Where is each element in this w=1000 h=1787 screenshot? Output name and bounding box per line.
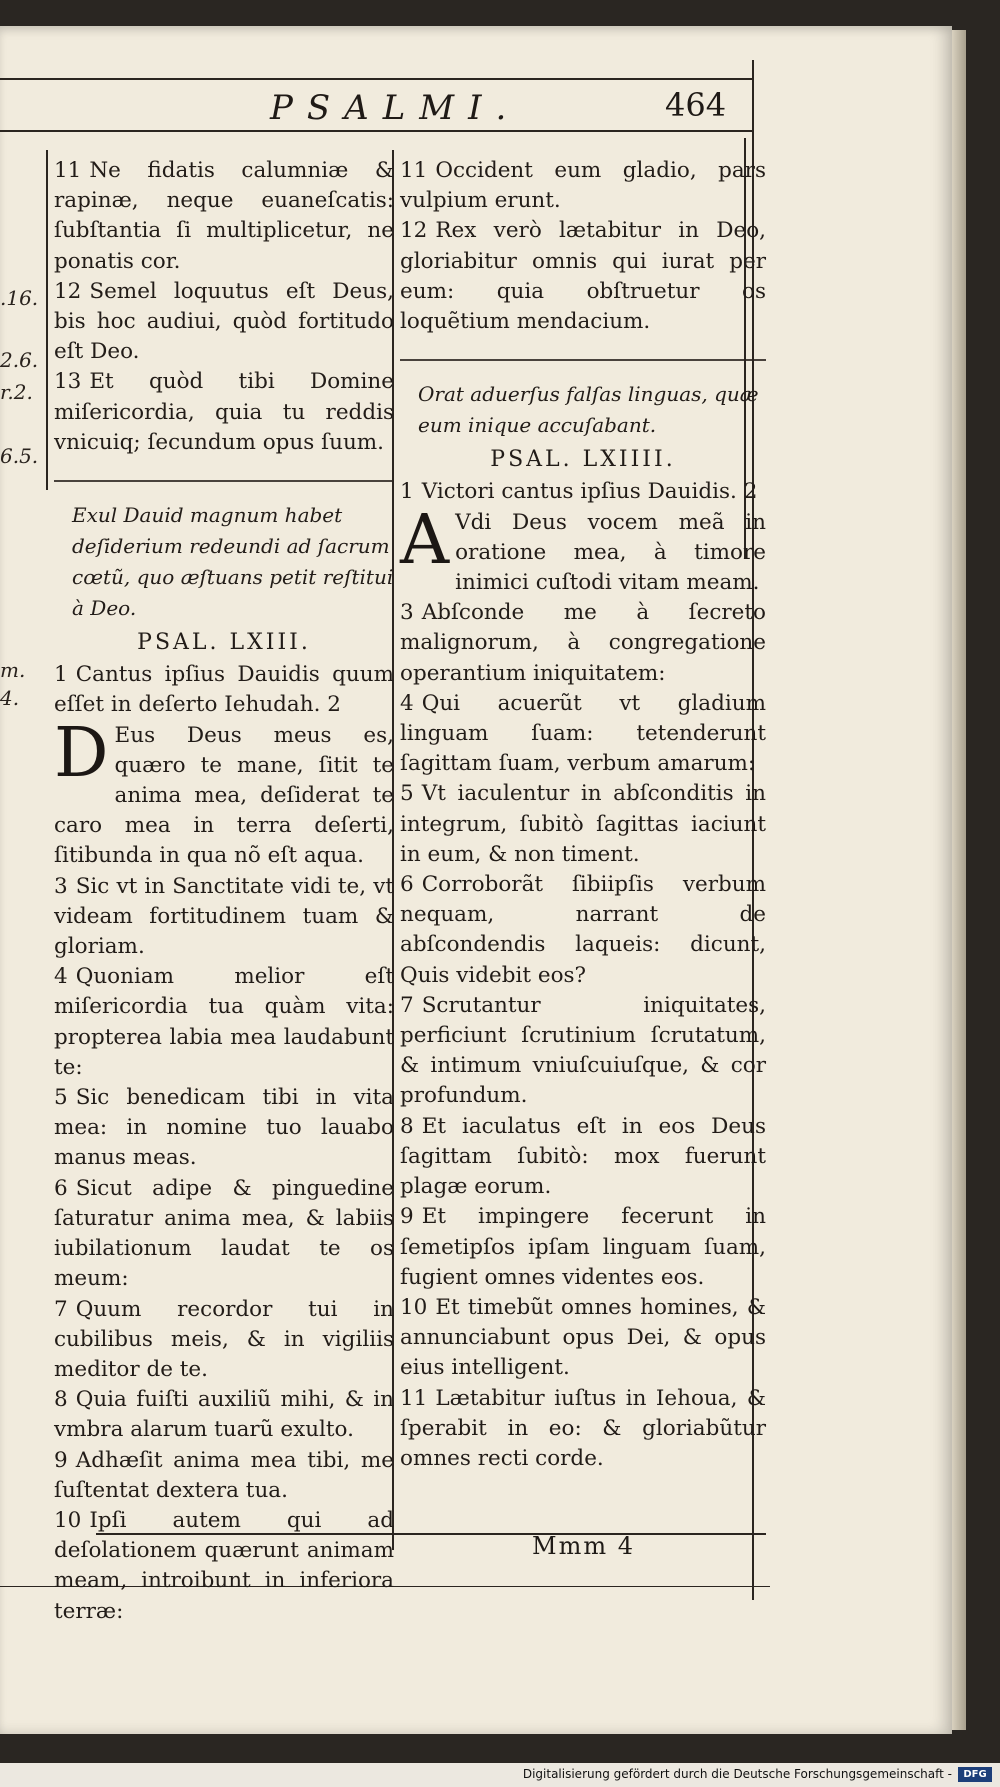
section-separator xyxy=(54,480,394,482)
verse: 6 Sicut adipe & pinguedine ſaturatur anima mea, & labiis iubilationum laudat te os meum: xyxy=(54,1175,394,1292)
left-column xyxy=(54,156,394,1627)
digitization-credit-bar xyxy=(0,1763,1000,1787)
page-number: 464 xyxy=(665,86,727,124)
verse: 10 Ipſi autem qui ad deſolationem quærunt animam meam, introibunt in inferiora terræ: xyxy=(54,1507,394,1624)
verse: 1 Victori cantus ipſius Dauidis. 2 xyxy=(400,479,758,505)
verse: 6 Corroborãt ſibiipſis verbum nequam, narrant de abſcondendis laqueis: dicunt, Quis videbit eos? xyxy=(400,872,766,988)
header-rule xyxy=(0,78,752,80)
page-edge xyxy=(952,30,966,1730)
dfg-logo-icon: DFG xyxy=(958,1767,992,1782)
running-header-title: PSALMI. xyxy=(270,88,521,128)
verse: 9 Et impingere fecerunt in ſemetipſos ipſam linguam ſuam, fugient omnes videntes eos. xyxy=(400,1204,766,1290)
margin-ref: r.2. xyxy=(0,380,33,404)
verse: 8 Et iaculatus eſt in eos Deus ſagittam ſubitò: mox fuerunt plagæ eorum. xyxy=(400,1113,766,1200)
psalm-argument: Orat aduerſus falſas linguas, quæ eum inique accuſabant. xyxy=(418,382,759,438)
verse: 12 Rex verò lætabitur in Deo, gloriabitur omnis qui iurat per eum: quia obſtruetur os loquẽtium mendacium. xyxy=(400,218,766,335)
verse: 4 Quoniam melior eſt miſericordia tua quàm vita: propterea labia mea laudabunt te: xyxy=(54,964,394,1080)
right-column xyxy=(400,156,766,1474)
verse: 1 Cantus ipſius Dauidis quum eſſet in deſerto Iehudah. 2 xyxy=(54,662,394,718)
verse: 7 Scrutantur iniquitates, perficiunt ſcrutinium ſcrutatum, & intimum vniuſcuiuſque, & cor profundum. xyxy=(400,992,766,1109)
verse: 11 Lætabitur iuſtus in Iehoua, & ſperabit in eo: & gloriabũtur omnes recti corde. xyxy=(400,1385,766,1471)
margin-ref: 6.5. xyxy=(0,444,39,468)
left-text-rule xyxy=(46,150,48,490)
section-separator xyxy=(400,359,766,361)
verse: 9 Adhæſit anima mea tibi, me ſuſtentat dextera tua. xyxy=(54,1447,394,1503)
verse-with-dropcap: A Vdi Deus vocem meã in oratione mea, à timore inimici cuſtodi vitam meam. xyxy=(400,500,766,596)
verse: 12 Semel loquutus eſt Deus, bis hoc audiui, quòd fortitudo eſt Deo. xyxy=(54,278,394,365)
verse: 7 Quum recordor tui in cubilibus meis, & in vigiliis meditor de te. xyxy=(54,1296,394,1382)
verse: 5 Vt iaculentur in abſconditis in integrum, ſubitò ſagittas iaciunt in eum, & non timent. xyxy=(400,781,766,867)
verse: 4 Qui acuerũt vt gladium linguam ſuam: tetenderunt ſagittam ſuam, verbum amarum: xyxy=(400,690,766,777)
verse-with-dropcap: D Eus Deus meus es, quæro te mane, ſitit te anima mea, deſiderat te caro mea in terra deſerti, ſitibunda in qua nõ eſt aqua. xyxy=(54,713,394,869)
verse: 3 Abſconde me à ſecreto malignorum, à congregatione operantium iniquitatem: xyxy=(400,600,766,686)
margin-ref: m. xyxy=(0,658,26,682)
verse: 8 Quia fuiſti auxiliũ mihi, & in vmbra alarum tuarũ exulto. xyxy=(54,1387,394,1443)
drop-capital: A xyxy=(400,500,450,580)
verse: 11 Occident eum gladio, pars vulpium erunt. xyxy=(400,158,766,214)
margin-ref: 4. xyxy=(0,686,20,710)
verse: 10 Et timebũt omnes homines, & annunciabunt opus Dei, & opus eius intelligent. xyxy=(400,1294,766,1381)
verse: 5 Sic benedicam tibi in vita mea: in nomine tuo lauabo manus meas. xyxy=(54,1085,394,1171)
digitization-credit-text: Digitalisierung gefördert durch die Deutsche Forschungsgemeinschaft - xyxy=(522,1767,952,1781)
signature-mark: Mmm 4 xyxy=(532,1532,635,1560)
verse: 11 Ne fidatis calumniæ & rapinæ, neque euaneſcatis: ſubſtantia ſi multiplicetur, ne ponatis cor. xyxy=(54,158,394,274)
drop-capital: D xyxy=(54,713,109,793)
psalm-heading: PSAL. LXIII. xyxy=(137,630,311,656)
verse: 13 Et quòd tibi Domine miſericordia, quia tu reddis vnicuiq; ſecundum opus ſuum. xyxy=(54,369,394,455)
margin-ref: 2.6. xyxy=(0,348,39,372)
verse: 3 Sic vt in Sanctitate vidi te, vt videam fortitudinem tuam & gloriam. xyxy=(54,873,394,960)
margin-ref: .16. xyxy=(0,286,39,310)
header-bottom-rule xyxy=(0,130,752,132)
psalm-argument: Exul Dauid magnum habet deſiderium redeundi ad ſacrum cœtũ, quo æſtuans petit reſtitui à Deo. xyxy=(72,503,394,621)
psalm-heading: PSAL. LXIIII. xyxy=(490,447,676,473)
